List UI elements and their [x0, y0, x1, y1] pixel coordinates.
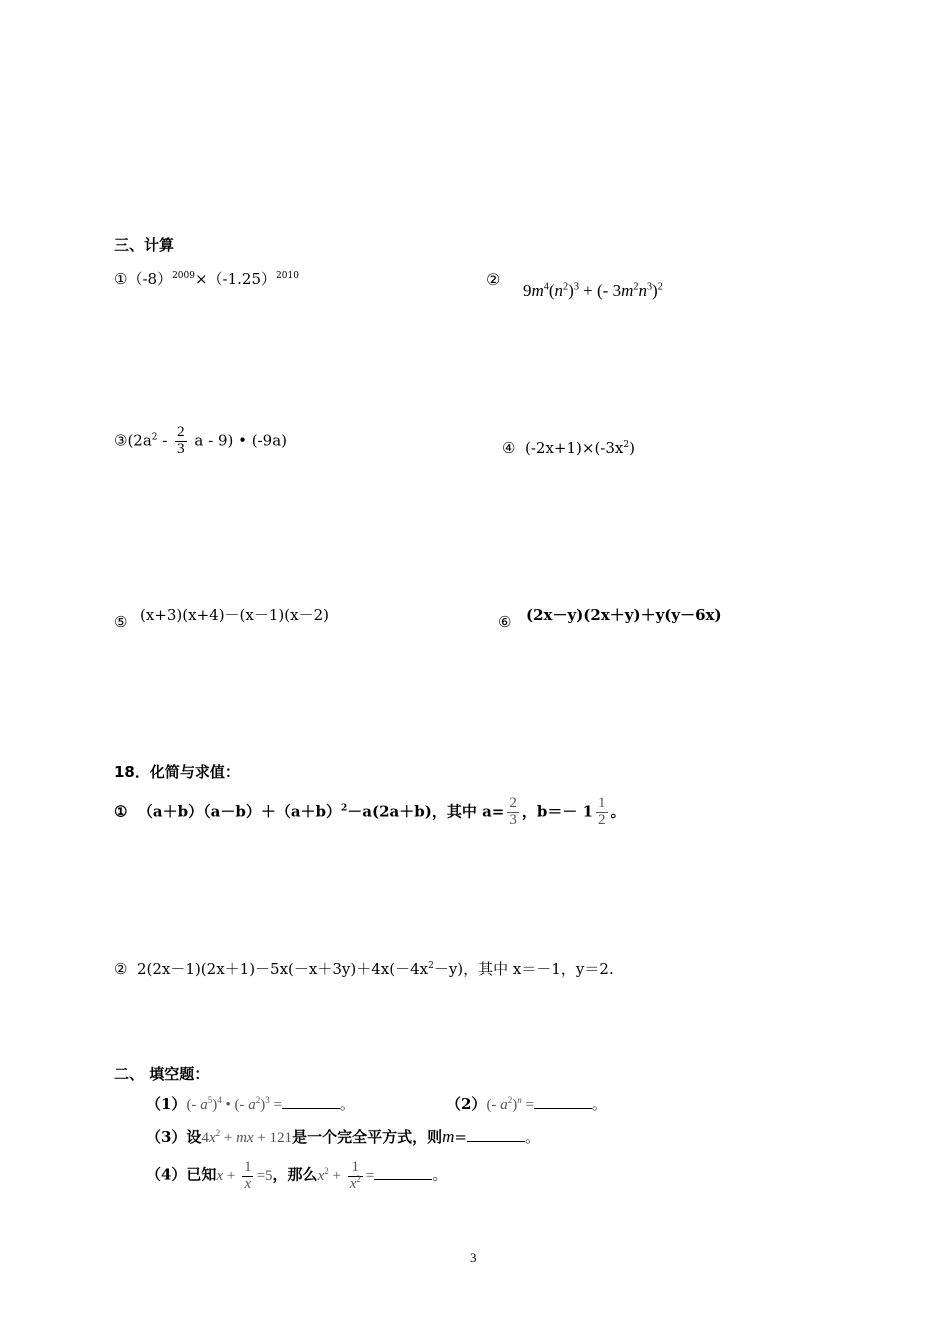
problem-5-expression: (x+3)(x+4)－(x－1)(x－2) [140, 606, 329, 624]
section-title-fill-blank: 二、 填空题： [114, 1065, 210, 1083]
fill-question-1: （1）(- $a^5)^4$ • (- $a^2)^3$ = 。 [146, 1095, 355, 1113]
fraction-two-thirds: $\frac{2}{3}$ [177, 424, 185, 457]
problem-4: ④ $(-2x+1)\times(-3x^2)$ [502, 439, 635, 457]
answer-blank-4[interactable] [374, 1165, 432, 1180]
problem-2-marker: ② [486, 270, 501, 289]
fill-question-2: （2）(- $a^2)^n$ = 。 [446, 1095, 607, 1113]
fraction-one-over-x-squared: $\frac{1}{x^2}$ [349, 1159, 361, 1192]
fill-question-4: （4）已知x + $\frac{1}{x}$ =5，那么$x^2$ + $\frac{1}{x^2}$ = 。 [146, 1159, 448, 1192]
fill-question-3: （3）设$4x^2$ + mx + 121是一个完全平方式，则m= 。 [146, 1127, 540, 1146]
problem-2-expression: $9m^4(n^2)^3$ + (- $3m^2n^3)^2$ [523, 281, 663, 300]
problem-6-expression: (2x－y)(2x＋y)＋y(y－6x) [526, 606, 722, 624]
simplify-2-marker: ② [114, 960, 128, 978]
problem-1-marker: ① [114, 270, 128, 288]
problem-6-marker: ⑥ [498, 613, 512, 631]
answer-blank-3[interactable] [467, 1127, 525, 1142]
problem-4-marker: ④ [502, 439, 516, 457]
section-title-calculation: 三、计算 [114, 236, 175, 254]
problem-1: $①(-8)^{2009}\times(-1.25)^{2010}$ [114, 270, 299, 288]
problem-3: $③(2a^2$ - $\frac{2}{3}$ a - 9) • (-9a) [114, 424, 287, 457]
answer-blank-2[interactable] [534, 1094, 592, 1109]
simplify-problem-1: ① $(a+b)(a-b)+(a+b)^2-a(2a+b)$，其中 a= $\frac{2}{3}$ ，b＝－ 1 $\frac{1}{2}$ 。 [114, 795, 626, 828]
answer-blank-1[interactable] [282, 1094, 340, 1109]
simplify-problem-2: ② $2(2x-1)(2x+1)-5x(-x+3y)+4x(-4x^2-y)$，其中 x＝－1，y＝2. [114, 960, 614, 978]
page-number: 3 [470, 1250, 477, 1265]
section-title-simplify: 18．化简与求值： [114, 763, 240, 781]
problem-5-marker: ⑤ [114, 613, 128, 631]
problem-3-marker: ③ [114, 431, 128, 450]
simplify-1-marker: ① [114, 802, 128, 821]
fraction-one-over-x: $\frac{1}{x}$ [244, 1159, 252, 1192]
fraction-a-value: $\frac{2}{3}$ [509, 795, 517, 828]
fraction-b-value: $\frac{1}{2}$ [598, 795, 606, 828]
